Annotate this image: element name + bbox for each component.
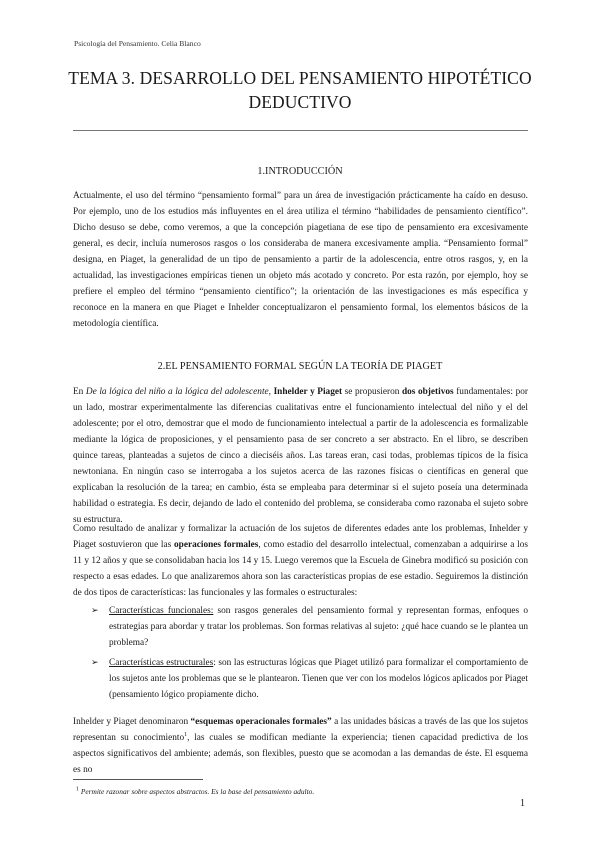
- bullet-estructurales: Características estructurales: son las estructuras lógicas que Piaget utilizó para formalizar el comportamiento de los sujetos ante los problemas que se le plantearon. Tienen que ver con los modelos lógicos aplicados por Piaget (pensamiento lógico propiamente dicho.: [109, 658, 528, 700]
- page-number: 1: [520, 798, 525, 809]
- paragraph-esquemas: Inhelder y Piaget denominaron “esquemas operacionales formales” a las unidades básicas a través de las que los sujetos representan su conocimiento$^1$, las cuales se modifican mediante la experiencia; tienen capacidad predictiva de los aspectos significativos del ambiente; además, son flexibles, puesto que se acomodan a las demandas de éste. El esquema es no: [73, 717, 528, 775]
- paragraph-objetivos: En De la lógica del niño a la lógica del adolescente, Inhelder y Piaget se propusieron dos objetivos fundamentales: por un lado, mostrar experimentalmente las diferencias cualitativas entre el funcionamiento intelectual del niño y el del adolescente; por el otro, demostrar que el modo de funcionamiento intelectual a partir de la adolescencia es formalizable mediante la lógica de proposiciones, y el pensamiento pasa de ser concreto a ser abstracto. En el libro, se describen quince tareas, planteadas a sujetos de cinco a dieciséis años. Las tareas eran, casi todas, problemas típicos de la física newtoniana. En ningún caso se interrogaba a los sujetos acerca de las razones físicas o científicas en general que explicaban la resolución de la tarea; en cambio, ésta se empleaba para determinar si el sujeto poseía una determinada habilidad o estrategia. Es decir, dejando de lado el contenido del problema, se consideraba como razonaba el sujeto sobre su estructura.: [73, 387, 528, 525]
- objetivos-term: dos objetivos: [401, 387, 454, 397]
- footnote-text: Permite razonar sobre aspectos abstractos. Es la base del pensamiento adulto.: [80, 787, 315, 796]
- bullet-arrow-icon: ➢: [91, 657, 99, 667]
- running-header: Psicología del Pensamiento. Celia Blanco: [74, 39, 201, 48]
- title-divider: [73, 130, 528, 131]
- operaciones-term: operaciones formales: [174, 540, 259, 550]
- footnote-number: 1: [76, 786, 79, 793]
- section-heading-pensamiento-formal: 2.EL PENSAMIENTO FORMAL SEGÚN LA TEORÍA DE PIAGET: [157, 361, 443, 372]
- authors: Inhelder y Piaget: [273, 387, 343, 397]
- footnote-ref[interactable]: 1: [184, 731, 188, 738]
- paragraph-operaciones: Como resultado de analizar y formalizar la actuación de los sujetos de diferentes edades ante los problemas, Inhelder y Piaget sostuvieron que las operaciones formales, como estadio del desarrollo intelectual, comenzaban a adquirirse a los 11 y 12 años y que se consolidaban hacia los 14 y 15. Luego veremos que la Escuela de Ginebra modificó su posición con respecto a esas edades. Lo que analizaremos ahora son las características propias de ese estadio. Seguiremos la distinción de dos tipos de características: las funcionales y las formales o estructurales:: [73, 524, 528, 598]
- bullet-arrow-icon: ➢: [91, 605, 99, 615]
- esquemas-term: “esquemas operacionales formales”: [190, 717, 332, 727]
- bullet-label: Características estructurales: [109, 658, 214, 668]
- section-heading-introduccion: 1.INTRODUCCIÓN: [257, 166, 343, 177]
- title-line-2: DEDUCTIVO: [248, 92, 352, 112]
- footnote: [76, 787, 314, 796]
- intro-paragraph: Actualmente, el uso del término “pensamiento formal” para un área de investigación prácticamente ha caído en desuso. Por ejemplo, uno de los estudios más influyentes en el área utiliza el término “habilidades de pensamiento científico”. Dicho desuso se debe, como veremos, a que la concepción piagetiana de ese tipo de pensamiento era excesivamente general, es decir, incluía numerosos rasgos o los consideraba de manera excesivamente amplia. “Pensamiento formal” designa, en Piaget, la generalidad de un tipo de pensamiento a partir de la adolescencia, entre otros rasgos, y, en la actualidad, las investigaciones empíricas tienen un objeto más acotado y concreto. Por esta razón, por ejemplo, hoy se prefiere el empleo del término “pensamiento científico”; la orientación de las investigaciones es más específica y reconoce en la manera en que Piaget e Inhelder conceptualizaron el pensamiento formal, los elementos básicos de la metodología científica.: [73, 191, 528, 329]
- bullet-label: Características funcionales:: [109, 606, 214, 616]
- page-title: [40, 66, 560, 114]
- title-line-1: TEMA 3. DESARROLLO DEL PENSAMIENTO HIPOTÉTICO: [68, 68, 532, 88]
- footnote-divider: [73, 779, 203, 780]
- book-title: De la lógica del niño a la lógica del adolescente: [85, 387, 269, 397]
- bullet-funcionales: Características funcionales: son rasgos generales del pensamiento formal y representan formas, enfoques o estrategias para abordar y tratar los problemas. Son formas relativas al sujeto: ¿qué hace cuando se le plantea un problema?: [109, 606, 529, 648]
